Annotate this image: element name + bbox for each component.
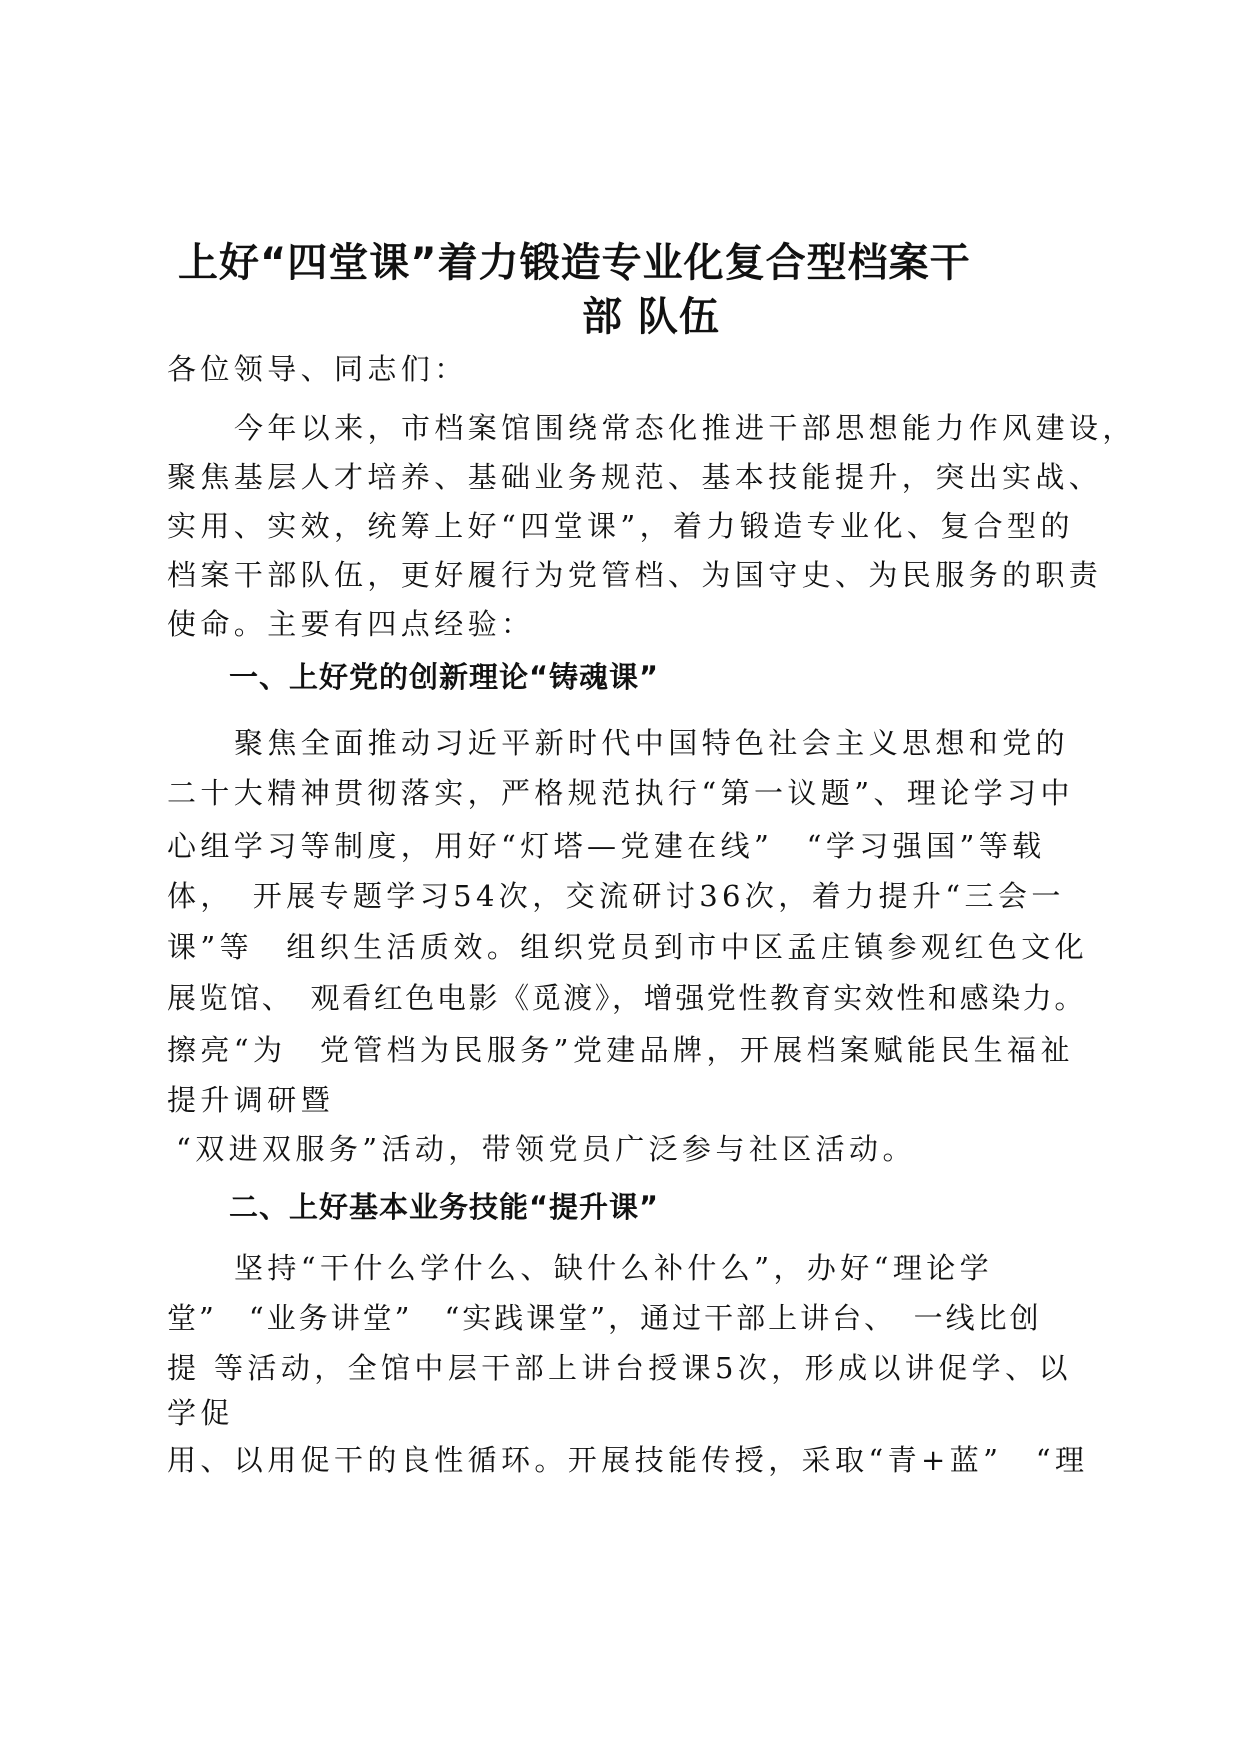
intro-line: 档案干部队伍，更好履行为党管档、为国守史、为民服务的职责	[167, 558, 1103, 592]
body-line: 学促	[167, 1396, 234, 1430]
body-line: 二十大精神贯彻落实，严格规范执行“第一议题”、理论学习中	[167, 776, 1074, 810]
body-line: 提升调研暨	[167, 1083, 335, 1117]
body-line: 擦亮“为 党管档为民服务”党建品牌，开展档案赋能民生福祉	[167, 1033, 1074, 1067]
body-line: 用、以用促干的良性循环。开展技能传授，采取“青+蓝” “理	[167, 1443, 1089, 1477]
intro-line: 聚焦基层人才培养、基础业务规范、基本技能提升，突出实战、	[167, 460, 1103, 494]
body-line: 坚持“干什么学什么、缺什么补什么”，办好“理论学	[234, 1251, 994, 1285]
salutation: 各位领导、同志们：	[167, 352, 468, 386]
document-title-line-1: 上好“四堂课”着力锻造专业化复合型档案干	[178, 240, 971, 286]
body-line: 课”等 组织生活质效。组织党员到市中区孟庄镇参观红色文化	[167, 930, 1089, 964]
body-line: “双进双服务”活动，带领党员广泛参与社区活动。	[176, 1132, 916, 1166]
body-line: 心组学习等制度，用好“灯塔—党建在线” “学习强国”等载	[167, 829, 1046, 863]
body-line: 展览馆、 观看红色电影《觅渡》，增强党性教育实效性和感染力。	[167, 981, 1087, 1015]
body-line: 体， 开展专题学习54次，交流研讨36次，着力提升“三会一	[167, 879, 1065, 913]
body-line: 堂” “业务讲堂” “实践课堂”，通过干部上讲台、 一线比创	[167, 1301, 1042, 1335]
intro-line: 使命。主要有四点经验：	[167, 607, 535, 641]
section-2-heading: 二、上好基本业务技能“提升课”	[229, 1190, 660, 1224]
document-title-line-2: 部 队伍	[582, 294, 720, 340]
intro-line: 实用、实效，统筹上好“四堂课”，着力锻造专业化、复合型的	[167, 509, 1074, 543]
body-line: 提 等活动，全馆中层干部上讲台授课5次，形成以讲促学、以	[167, 1351, 1072, 1385]
body-line: 聚焦全面推动习近平新时代中国特色社会主义思想和党的	[234, 726, 1070, 760]
section-1-heading: 一、上好党的创新理论“铸魂课”	[229, 660, 660, 694]
intro-line: 今年以来，市档案馆围绕常态化推进干部思想能力作风建设，	[234, 411, 1136, 445]
